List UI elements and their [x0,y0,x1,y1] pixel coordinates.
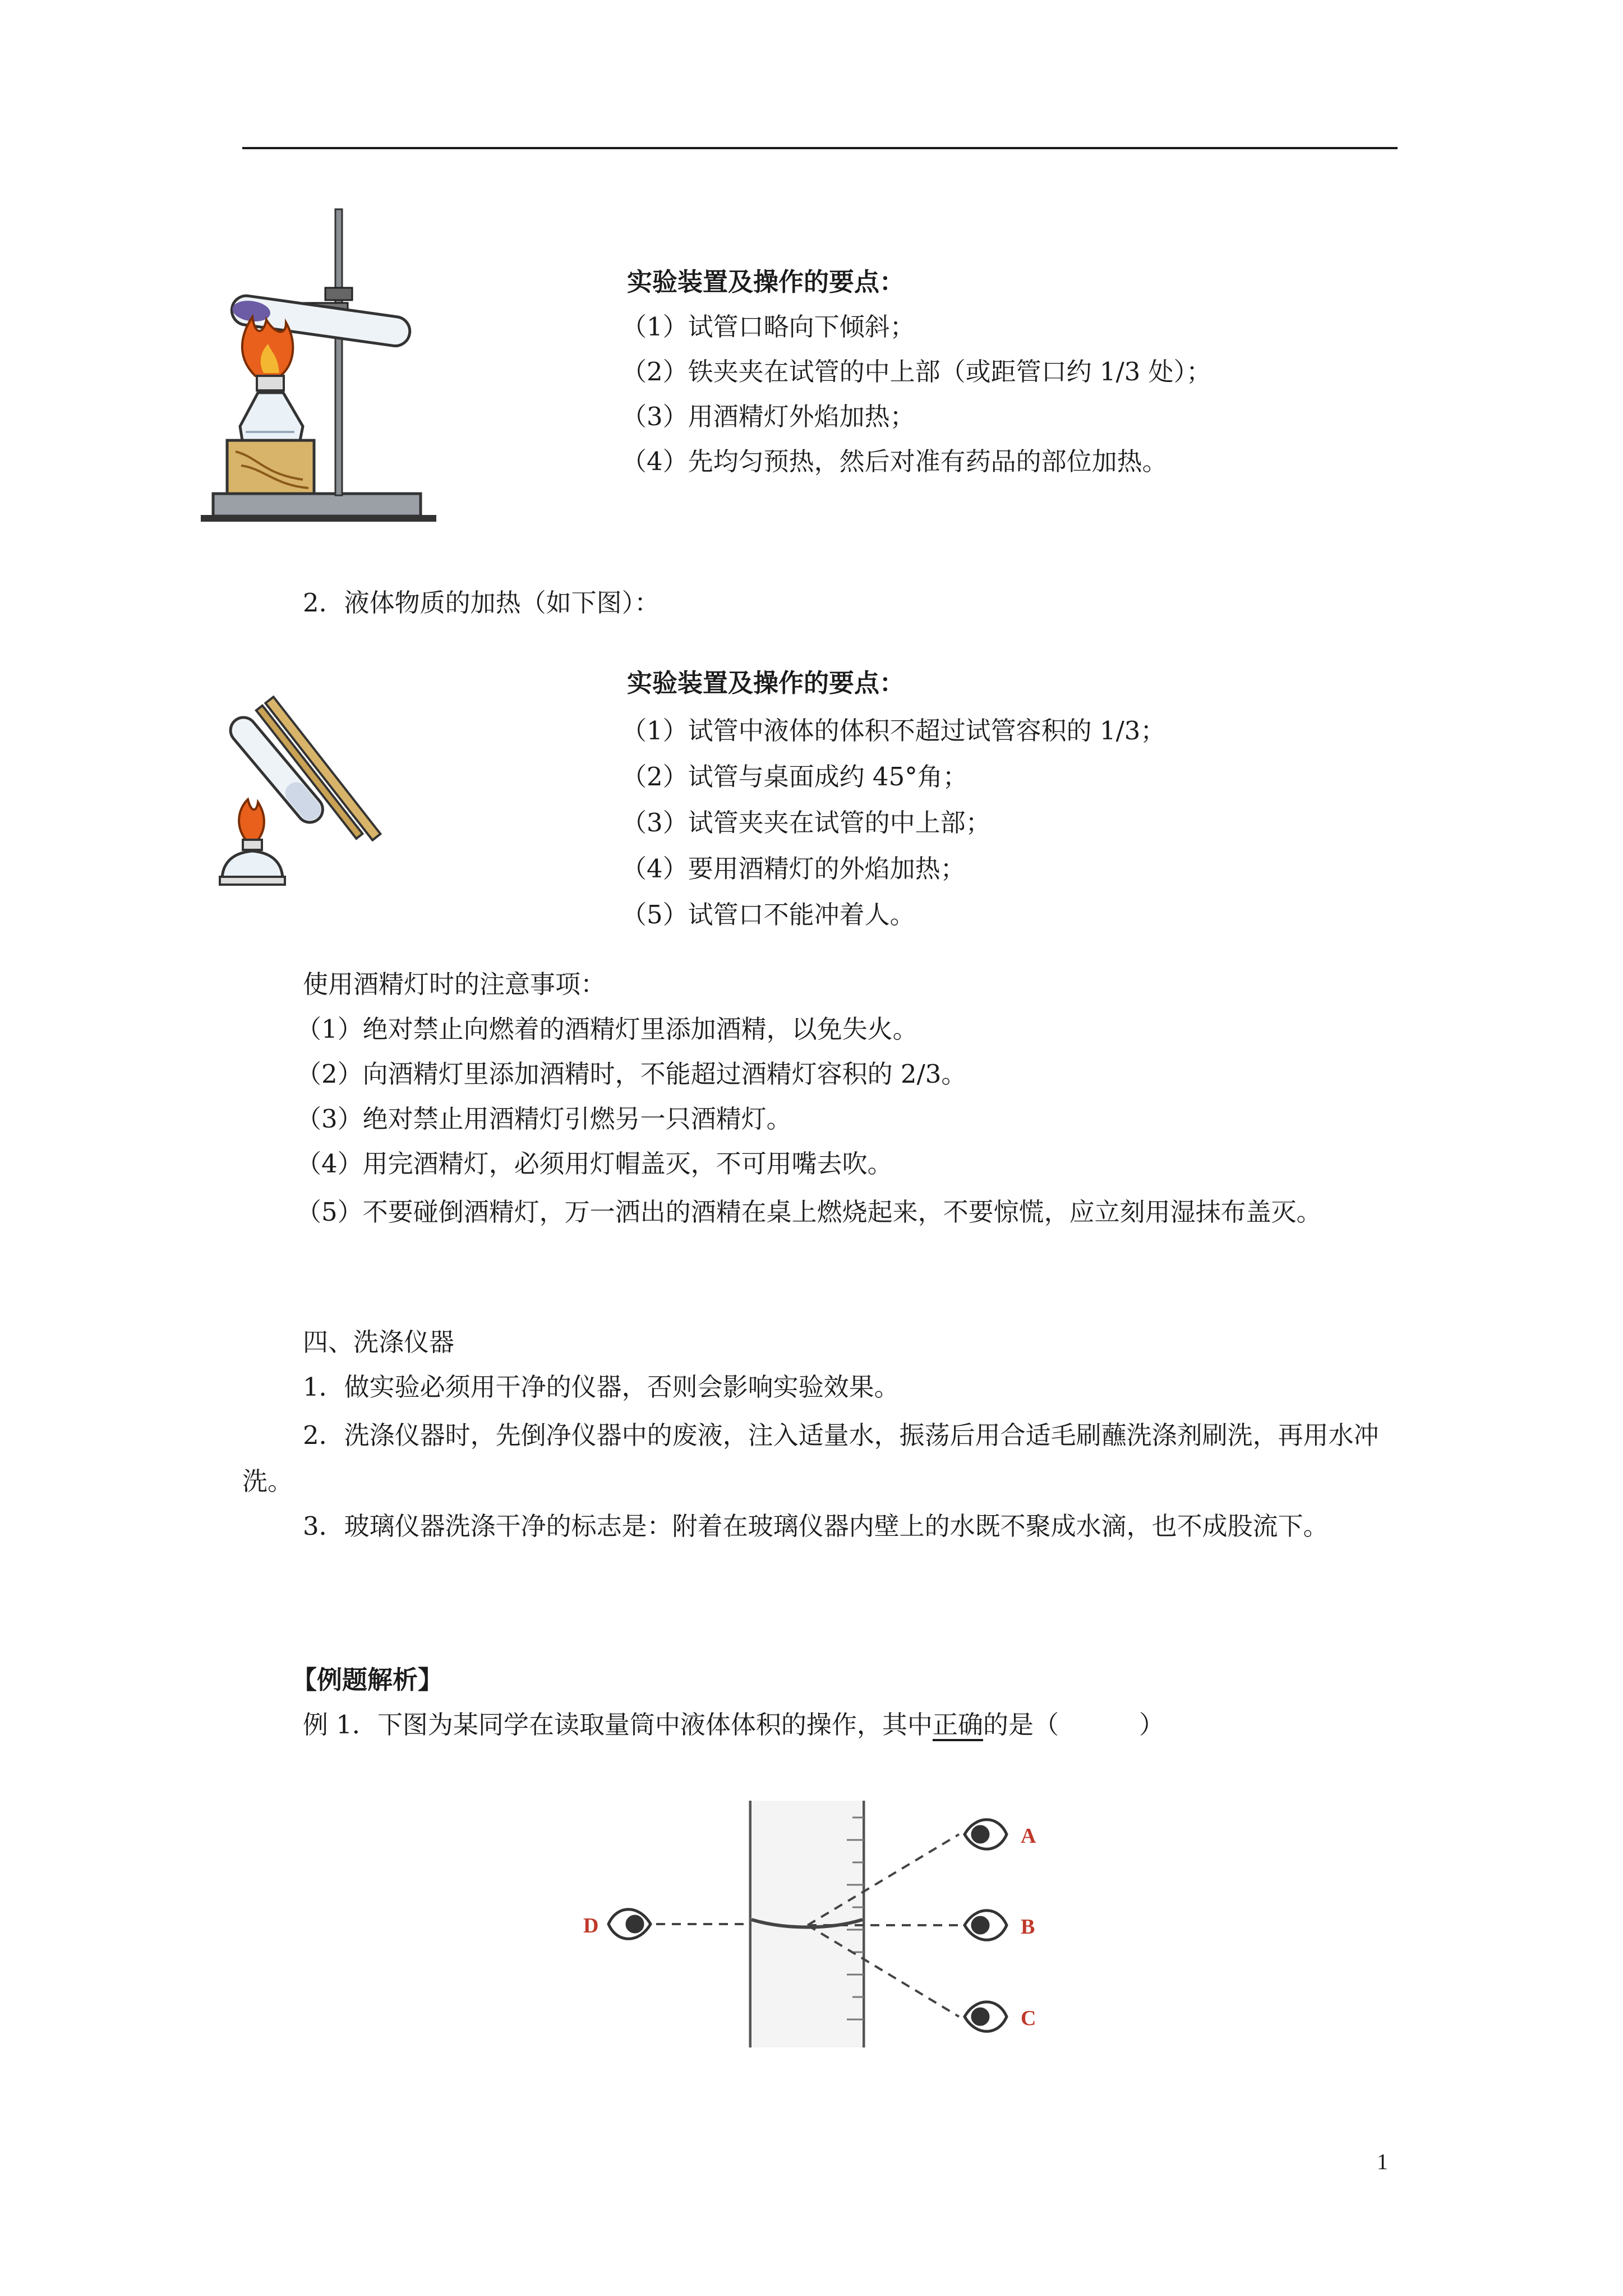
label-b: B [1021,1915,1035,1939]
section2-item-1: （1）试管中液体的体积不超过试管容积的 1/3； [621,716,1166,746]
washing-item-2: 2．洗涤仪器时，先倒净仪器中的废液，注入适量水，振荡后用合适毛刷蘸洗涤剂刷洗，再用水冲洗。 [242,1420,1379,1496]
example-1-question [303,1705,1164,1745]
liquid-heating-figure [212,693,414,895]
section2-item-5: （5）试管口不能冲着人。 [621,900,915,930]
eye-icon-a [965,1820,1007,1849]
section1-item-3: （3）用酒精灯外焰加热； [621,402,915,431]
caution-item-5: （5）不要碰倒酒精灯，万一洒出的酒精在桌上燃烧起来，不要惊慌，应立刻用湿抹布盖灭。 [296,1197,1322,1227]
page-number: 1 [1377,2149,1388,2174]
caution-item-3: （3）绝对禁止用酒精灯引燃另一只酒精灯。 [296,1104,792,1134]
header-rule [242,147,1398,149]
section2-item-2: （2）试管与桌面成约 45°角； [621,762,968,792]
example-1-prefix: 例 1．下图为某同学在读取量筒中液体体积的操作，其中 [303,1710,933,1740]
cautions-title: 使用酒精灯时的注意事项： [303,969,606,999]
section2-item-4: （4）要用酒精灯的外焰加热； [621,854,966,884]
example-1-suffix: 的是（ ） [983,1710,1164,1740]
section1-item-2: （2）铁夹夹在试管的中上部（或距管口约 1/3 处）； [621,357,1212,386]
section2-heading: 实验装置及操作的要点： [627,668,905,698]
caution-item-2: （2）向酒精灯里添加酒精时，不能超过酒精灯容积的 2/3。 [296,1059,967,1089]
washing-item-1: 1．做实验必须用干净的仪器，否则会影响实验效果。 [303,1372,900,1402]
washing-item-3: 3．玻璃仪器洗涤干净的标志是：附着在玻璃仪器内壁上的水既不聚成水滴，也不成股流下。 [303,1511,1329,1541]
washing-title: 四、洗涤仪器 [303,1327,455,1357]
caution-item-1: （1）绝对禁止向燃着的酒精灯里添加酒精，以免失火。 [296,1014,918,1044]
solid-heating-apparatus-figure [196,205,443,530]
caution-item-4: （4）用完酒精灯，必须用灯帽盖灭，不可用嘴去吹。 [296,1149,893,1179]
section1-heading: 实验装置及操作的要点： [627,267,905,297]
eye-icon-d [608,1910,651,1939]
section1-item-4: （4）先均匀预热，然后对准有药品的部位加热。 [621,447,1168,476]
eye-icon-c [965,2002,1007,2032]
eye-icon-b [965,1911,1007,1940]
section2-title: 2．液体物质的加热（如下图）： [303,588,660,618]
section1-item-1: （1）试管口略向下倾斜； [621,312,915,342]
section2-item-3: （3）试管夹夹在试管的中上部； [621,808,991,838]
examples-title: 【例题解析】 [292,1665,444,1695]
flame-icon [239,799,264,840]
example-1-underlined-word: 正确 [932,1710,983,1740]
label-c: C [1021,2007,1036,2030]
label-a: A [1021,1824,1036,1848]
label-d: D [583,1914,599,1938]
cylinder-reading-figure [572,1795,1066,2053]
